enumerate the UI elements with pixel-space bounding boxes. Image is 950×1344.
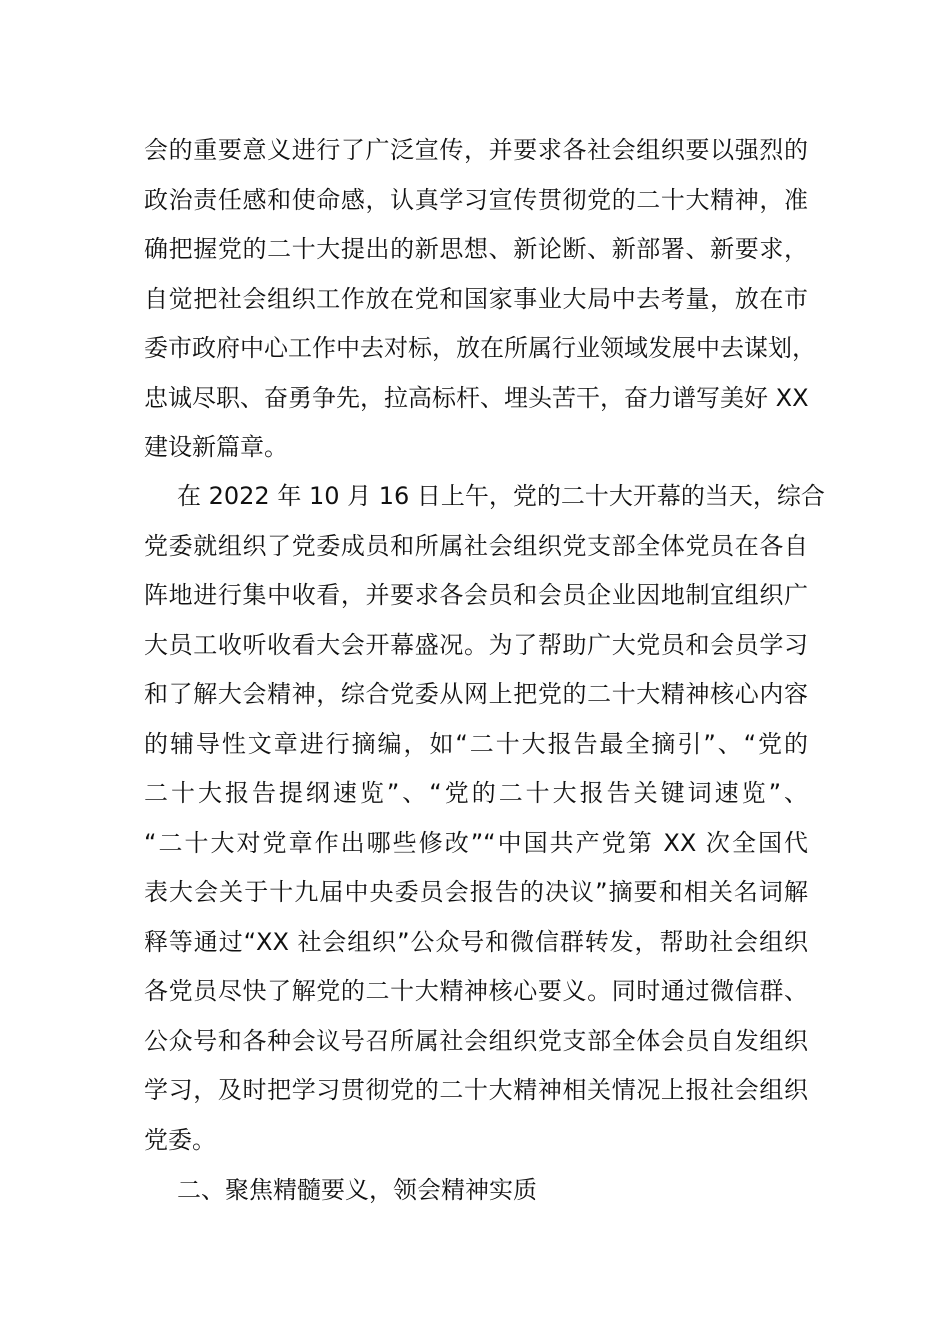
paragraph-line: 党委。 <box>144 1125 216 1154</box>
paragraph-line: 委市政府中心工作中去对标，放在所属行业领域发展中去谋划， <box>144 334 816 362</box>
paragraph-line: 公众号和各种会议号召所属社会组织党支部全体会员自发组织 <box>144 1026 808 1055</box>
paragraph-line: 党委就组织了党委成员和所属社会组织党支部全体党员在各自 <box>144 531 808 560</box>
paragraph-line: 二十大报告提纲速览”、“党的二十大报告关键词速览”、 <box>144 779 808 807</box>
paragraph-line: “二十大对党章作出哪些修改”“中国共产党第 XX 次全国代 <box>144 828 808 857</box>
paragraph-line: 建设新篇章。 <box>144 433 288 461</box>
paragraph-line: 学习，及时把学习贯彻党的二十大精神相关情况上报社会组织 <box>144 1076 808 1104</box>
paragraph-line: 阵地进行集中收看，并要求各会员和会员企业因地制宜组织广 <box>144 581 808 609</box>
section-heading-text: 二、聚焦精髓要义，领会精神实质 <box>177 1176 537 1204</box>
paragraph-1 <box>144 126 816 473</box>
paragraph-line: 各党员尽快了解党的二十大精神核心要义。同时通过微信群、 <box>144 977 808 1005</box>
paragraph-line: 会的重要意义进行了广泛宣传，并要求各社会组织要以强烈的 <box>144 136 808 164</box>
paragraph-line: 的辅导性文章进行摘编，如“二十大报告最全摘引”、“党的 <box>144 729 808 758</box>
paragraph-line: 和了解大会精神，综合党委从网上把党的二十大精神核心内容 <box>144 680 808 708</box>
paragraph-line: 政治责任感和使命感，认真学习宣传贯彻党的二十大精神，准 <box>144 185 808 214</box>
section-heading <box>144 1166 808 1216</box>
paragraph-line: 忠诚尽职、奋勇争先，拉高标杆、埋头苦干，奋力谱写美好 XX <box>144 383 809 412</box>
paragraph-line: 确把握党的二十大提出的新思想、新论断、新部署、新要求， <box>144 235 808 263</box>
paragraph-2 <box>144 472 825 1165</box>
paragraph-line: 释等通过“XX 社会组织”公众号和微信群转发，帮助社会组织 <box>144 927 808 956</box>
paragraph-line: 大员工收听收看大会开幕盛况。为了帮助广大党员和会员学习 <box>144 630 808 659</box>
paragraph-line: 在 2022 年 10 月 16 日上午，党的二十大开幕的当天，综合 <box>177 482 825 510</box>
paragraph-line: 自觉把社会组织工作放在党和国家事业大局中去考量，放在市 <box>144 284 808 313</box>
paragraph-line: 表大会关于十九届中央委员会报告的决议”摘要和相关名词解 <box>144 878 808 906</box>
